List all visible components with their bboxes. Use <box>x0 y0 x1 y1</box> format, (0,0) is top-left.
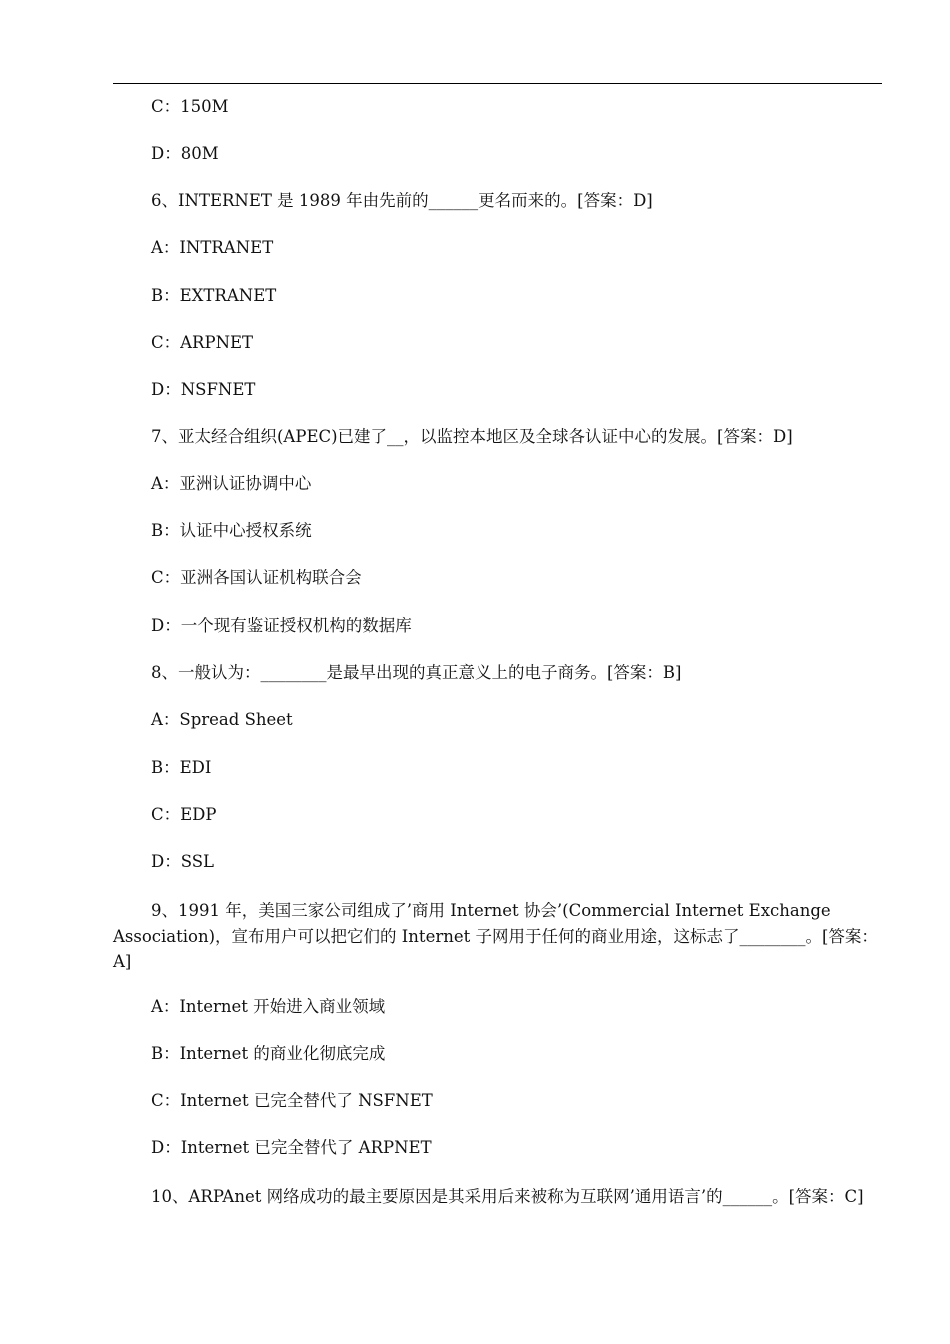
question-9: 9、1991 年，美国三家公司组成了’商用 Internet 协会’(Commercial Internet Exchange Association)，宣布用户可以把它们的 Internet 子网用于任何的商业用途，这标志了________。[答案：A] <box>113 901 878 971</box>
option-d-q6: D：NSFNET <box>151 380 256 399</box>
option-b-q6: B：EXTRANET <box>151 286 277 305</box>
question-6: 6、INTERNET 是 1989 年由先前的______更名而来的。[答案：D] <box>151 191 653 210</box>
option-d-q9: D：Internet 已完全替代了 ARPNET <box>151 1138 432 1157</box>
option-a-q8: A：Spread Sheet <box>151 710 293 729</box>
option-b-q9: B：Internet 的商业化彻底完成 <box>151 1044 386 1063</box>
question-7: 7、亚太经合组织(APEC)已建了__，以监控本地区及全球各认证中心的发展。[答案：D] <box>151 427 793 446</box>
question-8: 8、一般认为：________是最早出现的真正意义上的电子商务。[答案：B] <box>151 663 682 682</box>
option-a-q6: A：INTRANET <box>151 238 274 257</box>
option-b-q8: B：EDI <box>151 758 212 777</box>
option-c-q9: C：Internet 已完全替代了 NSFNET <box>151 1091 433 1110</box>
option-d-q7: D：一个现有鉴证授权机构的数据库 <box>151 616 412 635</box>
option-d-q8: D：SSL <box>151 852 215 871</box>
header-rule <box>113 83 882 84</box>
option-c-q8: C：EDP <box>151 805 217 824</box>
option-c-q7: C：亚洲各国认证机构联合会 <box>151 568 362 587</box>
option-b-q7: B：认证中心授权系统 <box>151 521 312 540</box>
question-10: 10、ARPAnet 网络成功的最主要原因是其采用后来被称为互联网’通用语言’的______。[答案：C] <box>151 1187 864 1206</box>
option-a-q9: A：Internet 开始进入商业领域 <box>151 997 386 1016</box>
option-c-q6: C：ARPNET <box>151 333 254 352</box>
option-a-q7: A：亚洲认证协调中心 <box>151 474 312 493</box>
option-c-q5: C：150M <box>151 97 229 116</box>
option-d-q5: D：80M <box>151 144 219 163</box>
